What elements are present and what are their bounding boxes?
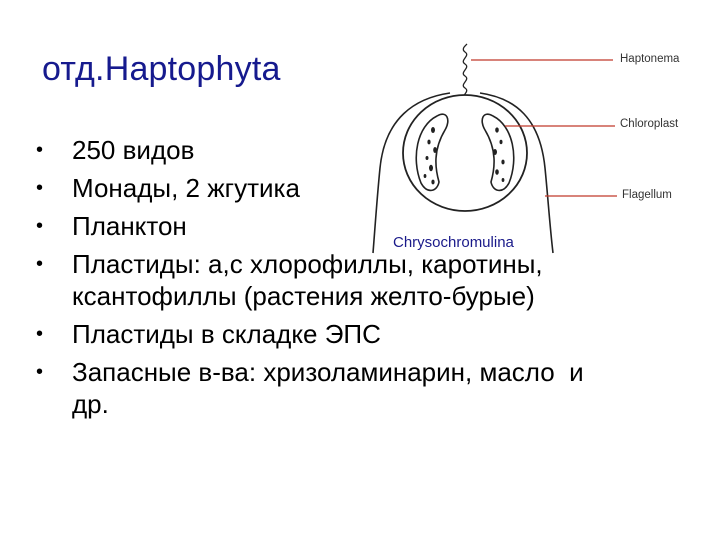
chloroplast-label: Chloroplast <box>620 118 679 130</box>
bullet-item <box>36 356 716 420</box>
bullet-dot: • <box>36 139 44 161</box>
flagellum-label: Flagellum <box>622 189 672 201</box>
haptonema-coil <box>463 44 467 100</box>
bullet-text: Планктон <box>72 211 187 241</box>
bullet-dot: • <box>36 177 44 199</box>
bullet-dot: • <box>36 323 44 345</box>
bullet-text: Запасные в-ва: хризоламинарин, масло и др. <box>72 357 584 419</box>
slide-title: отд.Haptophyta <box>42 50 281 88</box>
bullet-item <box>36 318 716 350</box>
figure-caption: Chrysochromulina <box>393 234 514 251</box>
bullet-text: Монады, 2 жгутика <box>72 173 300 203</box>
bullet-dot: • <box>36 215 44 237</box>
bullet-text: 250 видов <box>72 135 195 165</box>
bullet-dot: • <box>36 253 44 275</box>
bullet-text: Пластиды в складке ЭПС <box>72 319 381 349</box>
bullet-text: Пластиды: а,с хлорофиллы, каротины, ксантофиллы (растения желто-бурые) <box>72 249 543 311</box>
bullet-dot: • <box>36 361 44 383</box>
chrysochromulina-illustration <box>355 38 715 258</box>
haptonema-label: Haptonema <box>620 53 680 65</box>
